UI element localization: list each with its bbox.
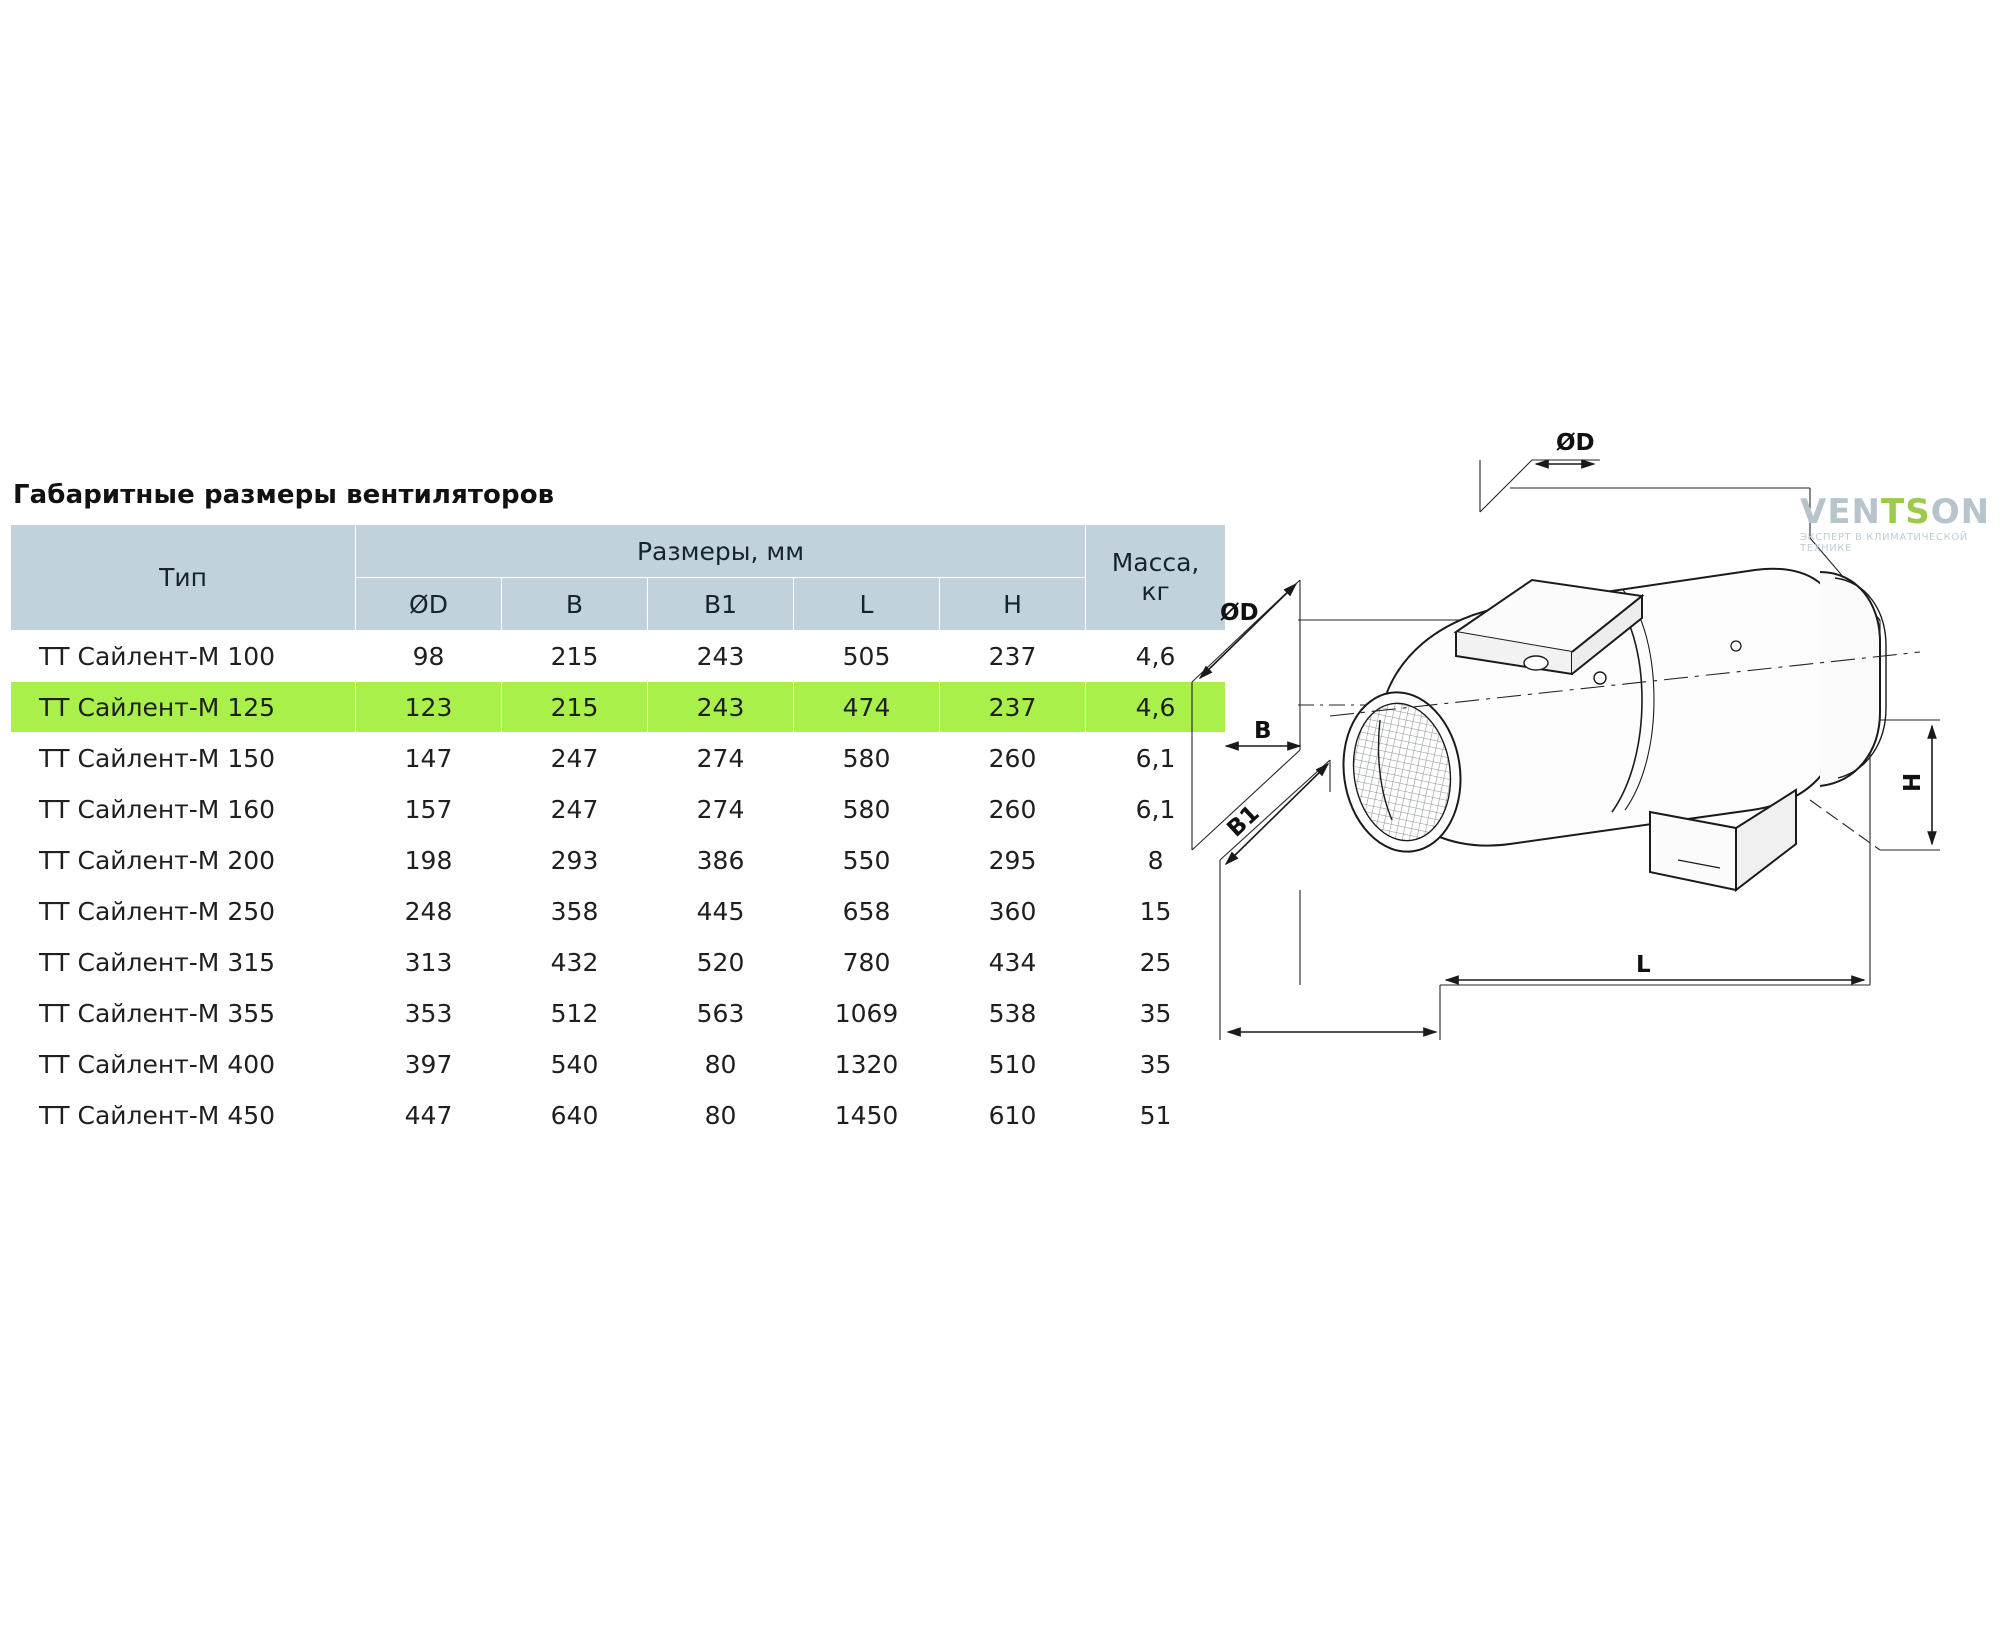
label-b1: B1 — [1222, 800, 1265, 843]
cell-mass: 8 — [1086, 835, 1226, 886]
column-header-d: ØD — [356, 578, 502, 631]
column-header-mass-line2: кг — [1141, 576, 1170, 606]
cell-h: 260 — [940, 733, 1086, 784]
cell-type: ТТ Сайлент-М 315 — [11, 937, 356, 988]
cell-l: 1320 — [794, 1039, 940, 1090]
cell-h: 260 — [940, 784, 1086, 835]
table-row — [11, 835, 1226, 886]
cell-d: 147 — [356, 733, 502, 784]
fan-dimension-drawing-svg — [1180, 420, 1990, 1140]
table-body — [11, 631, 1226, 1141]
cell-h: 538 — [940, 988, 1086, 1039]
cell-b: 512 — [502, 988, 648, 1039]
cell-mass: 51 — [1086, 1090, 1226, 1141]
cell-mass: 35 — [1086, 1039, 1226, 1090]
cell-d: 313 — [356, 937, 502, 988]
cell-d: 447 — [356, 1090, 502, 1141]
cell-b1: 520 — [648, 937, 794, 988]
cell-d: 397 — [356, 1039, 502, 1090]
cell-h: 510 — [940, 1039, 1086, 1090]
brand-tagline: ЭКСПЕРТ В КЛИМАТИЧЕСКОЙ ТЕХНИКЕ — [1800, 532, 1968, 554]
column-header-type: Тип — [11, 525, 356, 631]
cell-h: 237 — [940, 682, 1086, 733]
cell-b: 358 — [502, 886, 648, 937]
casing-screw-2 — [1731, 641, 1741, 651]
cell-h: 434 — [940, 937, 1086, 988]
table-row — [11, 682, 1226, 733]
table-row — [11, 937, 1226, 988]
cell-h: 237 — [940, 631, 1086, 682]
cell-type: ТТ Сайлент-М 150 — [11, 733, 356, 784]
casing-screw — [1594, 672, 1606, 684]
cell-b: 640 — [502, 1090, 648, 1141]
cell-d: 353 — [356, 988, 502, 1039]
cell-type: ТТ Сайлент-М 100 — [11, 631, 356, 682]
cell-h: 610 — [940, 1090, 1086, 1141]
column-header-l: L — [794, 578, 940, 631]
cell-b1: 80 — [648, 1090, 794, 1141]
cell-mass: 35 — [1086, 988, 1226, 1039]
cell-b1: 445 — [648, 886, 794, 937]
table-row — [11, 784, 1226, 835]
cell-type: ТТ Сайлент-М 250 — [11, 886, 356, 937]
cell-type: ТТ Сайлент-М 355 — [11, 988, 356, 1039]
page-title: Габаритные размеры вентиляторов — [13, 480, 555, 510]
cell-l: 658 — [794, 886, 940, 937]
fan-body — [1330, 569, 1920, 890]
cell-b1: 243 — [648, 631, 794, 682]
column-header-b: B — [502, 578, 648, 631]
label-h: H — [1900, 772, 1926, 792]
table-row — [11, 1039, 1226, 1090]
brand-part-1: VEN — [1800, 492, 1881, 532]
junction-box-gland — [1524, 656, 1548, 670]
cell-d: 198 — [356, 835, 502, 886]
cell-b1: 80 — [648, 1039, 794, 1090]
cell-b: 293 — [502, 835, 648, 886]
brand-part-2: TS — [1881, 492, 1931, 532]
table-row — [11, 988, 1226, 1039]
label-b: B — [1254, 718, 1272, 744]
cell-b: 215 — [502, 682, 648, 733]
cell-mass: 6,1 — [1086, 733, 1226, 784]
label-l: L — [1636, 952, 1651, 978]
cell-b: 432 — [502, 937, 648, 988]
table-header-row-1 — [11, 525, 1226, 578]
cell-b1: 386 — [648, 835, 794, 886]
column-header-dimensions-group: Размеры, мм — [356, 525, 1086, 578]
cell-l: 550 — [794, 835, 940, 886]
table-header — [11, 525, 1226, 631]
cell-l: 474 — [794, 682, 940, 733]
cell-l: 1450 — [794, 1090, 940, 1141]
cell-type: ТТ Сайлент-М 450 — [11, 1090, 356, 1141]
dimensions-table — [10, 524, 1226, 1141]
table-row — [11, 631, 1226, 682]
technical-drawing — [1180, 420, 1990, 1140]
fan-rear-flange — [1820, 572, 1880, 786]
column-header-mass-line1: Масса, — [1111, 547, 1200, 577]
cell-b: 540 — [502, 1039, 648, 1090]
column-header-b1: B1 — [648, 578, 794, 631]
cell-b1: 274 — [648, 733, 794, 784]
table-row — [11, 733, 1226, 784]
cell-d: 248 — [356, 886, 502, 937]
cell-d: 157 — [356, 784, 502, 835]
cell-mass: 6,1 — [1086, 784, 1226, 835]
cell-l: 580 — [794, 733, 940, 784]
brand-part-3: ON — [1930, 492, 1991, 532]
cell-d: 98 — [356, 631, 502, 682]
column-header-h: H — [940, 578, 1086, 631]
cell-type: ТТ Сайлент-М 400 — [11, 1039, 356, 1090]
cell-mass: 4,6 — [1086, 631, 1226, 682]
cell-b1: 243 — [648, 682, 794, 733]
cell-mass: 25 — [1086, 937, 1226, 988]
label-diameter-top: ØD — [1556, 430, 1595, 456]
cell-h: 360 — [940, 886, 1086, 937]
table-row — [11, 886, 1226, 937]
cell-b1: 563 — [648, 988, 794, 1039]
table-row — [11, 1090, 1226, 1141]
label-diameter-left: ØD — [1220, 600, 1259, 626]
cell-mass: 4,6 — [1086, 682, 1226, 733]
cell-type: ТТ Сайлент-М 160 — [11, 784, 356, 835]
dimensions-table-block — [10, 480, 1225, 1141]
cell-l: 780 — [794, 937, 940, 988]
cell-h: 295 — [940, 835, 1086, 886]
cell-b: 247 — [502, 733, 648, 784]
cell-l: 580 — [794, 784, 940, 835]
cell-b: 247 — [502, 784, 648, 835]
cell-type: ТТ Сайлент-М 200 — [11, 835, 356, 886]
cell-type: ТТ Сайлент-М 125 — [11, 682, 356, 733]
cell-b1: 274 — [648, 784, 794, 835]
cell-b: 215 — [502, 631, 648, 682]
cell-l: 505 — [794, 631, 940, 682]
cell-mass: 15 — [1086, 886, 1226, 937]
cell-d: 123 — [356, 682, 502, 733]
cell-l: 1069 — [794, 988, 940, 1039]
